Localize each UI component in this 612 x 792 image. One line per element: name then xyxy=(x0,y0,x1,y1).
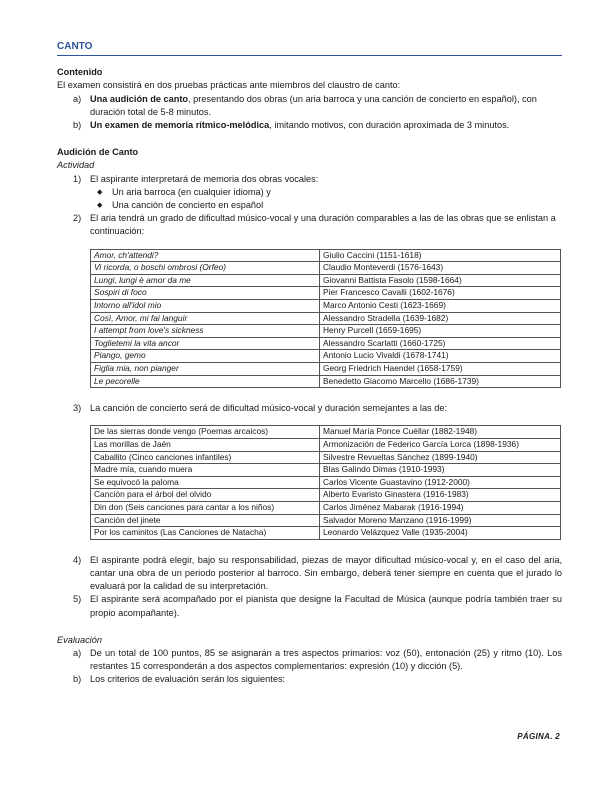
item-label: 3) xyxy=(73,403,82,414)
item-label: 1) xyxy=(73,173,82,184)
item-text: El aspirante podrá elegir, bajo su responsabilidad, piezas de mayor dificultad músico-vocal y, en el caso del aria, cantar una obra de un periodo posterior al barroco. Sin embargo, deberá tener siempre en cuenta que el jurado lo evaluará por la calidad de su interpretación. xyxy=(90,554,562,592)
work-title-cell: Toglietemi la vita ancor xyxy=(91,337,320,350)
table-row xyxy=(91,451,561,464)
work-title-cell: Las morillas de Jaén xyxy=(91,438,320,451)
item-label: 4) xyxy=(73,554,82,565)
contenido-heading: Contenido xyxy=(57,67,103,78)
evaluacion-item-b xyxy=(57,673,562,686)
work-title-cell: Vi ricorda, o boschi ombrosi (Orfeo) xyxy=(91,262,320,275)
table-row xyxy=(91,312,561,325)
bullet-item xyxy=(57,199,562,212)
item-label: a) xyxy=(73,647,82,658)
item-text: De un total de 100 puntos, 85 se asignarán a tres aspectos primarios: voz (50), entonación (25) y ritmo (10). Los restantes 15 corresponderán a dos aspectos complementarios: expresión (10) y dicción (5). xyxy=(90,647,562,672)
composer-cell: Henry Purcell (1659-1695) xyxy=(320,325,561,338)
arias-table xyxy=(90,249,561,389)
item-text: , presentando dos obras (un aria barroca y una canción de concierto en español), con duración total de 5-8 minutos. xyxy=(90,93,537,117)
work-title-cell: Lungi, lungi è amor da me xyxy=(91,274,320,287)
table-row xyxy=(91,527,561,540)
composer-cell: Giovanni Battista Fasolo (1598-1664) xyxy=(320,274,561,287)
section-title: CANTO xyxy=(57,40,562,56)
table-row xyxy=(91,337,561,350)
composer-cell: Carlos Vicente Guastavino (1912-2000) xyxy=(320,476,561,489)
work-title-cell: Por los caminitos (Las Canciones de Natacha) xyxy=(91,527,320,540)
diamond-bullet-icon: ◆ xyxy=(97,188,103,196)
actividad-subheading: Actividad xyxy=(57,160,95,171)
actividad-item-3 xyxy=(57,402,562,415)
evaluacion-heading: Evaluación xyxy=(57,634,102,645)
work-title-cell: Così, Amor, mi fai languir xyxy=(91,312,320,325)
table-row xyxy=(91,438,561,451)
evaluacion-item-a xyxy=(57,647,562,673)
composer-cell: Antonio Lucio Vivaldi (1678-1741) xyxy=(320,350,561,363)
item-text: La canción de concierto será de dificultad músico-vocal y duración semejantes a las de: xyxy=(90,403,447,414)
work-title-cell: I attempt from love's sickness xyxy=(91,325,320,338)
work-title-cell: Din don (Seis canciones para cantar a los niños) xyxy=(91,501,320,514)
composer-cell: Leonardo Velázquez Valle (1935-2004) xyxy=(320,527,561,540)
composer-cell: Manuel María Ponce Cuéllar (1882-1948) xyxy=(320,426,561,439)
item-label: 2) xyxy=(73,213,82,224)
contenido-item-b xyxy=(57,119,562,132)
work-title-cell: Se equivocó la paloma xyxy=(91,476,320,489)
composer-cell: Armonización de Federico García Lorca (1898-1936) xyxy=(320,438,561,451)
work-title-cell: De las sierras donde vengo (Poemas arcaicos) xyxy=(91,426,320,439)
work-title-cell: Figlia mia, non pianger xyxy=(91,362,320,375)
work-title-cell: Le pecorelle xyxy=(91,375,320,388)
work-title-cell: Madre mía, cuando muera xyxy=(91,464,320,477)
table-row xyxy=(91,325,561,338)
item-text: El aspirante interpretará de memoria dos obras vocales: xyxy=(90,173,319,184)
work-title-cell: Intorno all'idol mio xyxy=(91,300,320,313)
item-label: a) xyxy=(73,93,82,104)
table-row xyxy=(91,464,561,477)
bullet-text: Una canción de concierto en español xyxy=(112,200,264,211)
composer-cell: Blas Galindo Dimas (1910-1993) xyxy=(320,464,561,477)
work-title-cell: Canción para el árbol del olvido xyxy=(91,489,320,502)
composer-cell: Salvador Moreno Manzano (1916-1999) xyxy=(320,514,561,527)
bullet-item xyxy=(57,186,562,199)
canciones-table xyxy=(90,425,561,539)
composer-cell: Alessandro Scarlatti (1660-1725) xyxy=(320,337,561,350)
page-number: PÁGINA. 2 xyxy=(517,732,560,741)
table-row xyxy=(91,514,561,527)
composer-cell: Marco Antonio Cesti (1623-1669) xyxy=(320,300,561,313)
actividad-item-4 xyxy=(57,554,562,594)
diamond-bullet-icon: ◆ xyxy=(97,202,103,210)
item-bold-text: Una audición de canto xyxy=(90,93,189,104)
work-title-cell: Amor, ch'attendi? xyxy=(91,249,320,262)
composer-cell: Benedetto Giacomo Marcello (1686-1739) xyxy=(320,375,561,388)
composer-cell: Claudio Monteverdi (1576-1643) xyxy=(320,262,561,275)
table-row xyxy=(91,362,561,375)
table-row xyxy=(91,300,561,313)
composer-cell: Silvestre Revueltas Sánchez (1899-1940) xyxy=(320,451,561,464)
work-title-cell: Canción del jinete xyxy=(91,514,320,527)
actividad-item-2 xyxy=(57,212,562,238)
table-row xyxy=(91,476,561,489)
table-row xyxy=(91,375,561,388)
composer-cell: Georg Friedrich Haendel (1658-1759) xyxy=(320,362,561,375)
item-label: 5) xyxy=(73,594,82,605)
bullet-text: Un aria barroca (en cualquier idioma) y xyxy=(112,186,271,197)
composer-cell: Alberto Evaristo Ginastera (1916-1983) xyxy=(320,489,561,502)
table-row xyxy=(91,274,561,287)
composer-cell: Alessandro Stradella (1639-1682) xyxy=(320,312,561,325)
item-bold-text: Un examen de memoria rítmico-melódica xyxy=(90,120,270,131)
table-row xyxy=(91,489,561,502)
composer-cell: Pier Francesco Cavalli (1602-1676) xyxy=(320,287,561,300)
table-row xyxy=(91,249,561,262)
item-label: b) xyxy=(73,674,82,685)
table-row xyxy=(91,501,561,514)
item-text: Los criterios de evaluación serán los siguientes: xyxy=(90,674,286,685)
item-text: , imitando motivos, con duración aproximada de 3 minutos. xyxy=(269,120,510,131)
audicion-heading: Audición de Canto xyxy=(57,147,139,158)
item-text: El aspirante será acompañado por el pianista que designe la Facultad de Música (aunque podría también traer su propio acompañante). xyxy=(90,594,562,618)
contenido-item-a xyxy=(57,93,562,119)
table-row xyxy=(91,426,561,439)
actividad-item-1 xyxy=(57,173,562,186)
work-title-cell: Caballito (Cinco canciones infantiles) xyxy=(91,451,320,464)
actividad-item-5 xyxy=(57,593,562,619)
table-row xyxy=(91,350,561,363)
item-label: b) xyxy=(73,120,82,131)
composer-cell: Giulio Caccini (1151-1618) xyxy=(320,249,561,262)
composer-cell: Carlos Jiménez Mabarak (1916-1994) xyxy=(320,501,561,514)
work-title-cell: Piango, gemo xyxy=(91,350,320,363)
table-row xyxy=(91,287,561,300)
document-page xyxy=(57,40,562,687)
table-row xyxy=(91,262,561,275)
contenido-intro: El examen consistirá en dos pruebas prácticas ante miembros del claustro de canto: xyxy=(57,80,401,91)
work-title-cell: Sospiri di foco xyxy=(91,287,320,300)
item-text: El aria tendrá un grado de dificultad músico-vocal y una duración comparables a las de las obras que se enlistan a continuación: xyxy=(90,213,556,237)
